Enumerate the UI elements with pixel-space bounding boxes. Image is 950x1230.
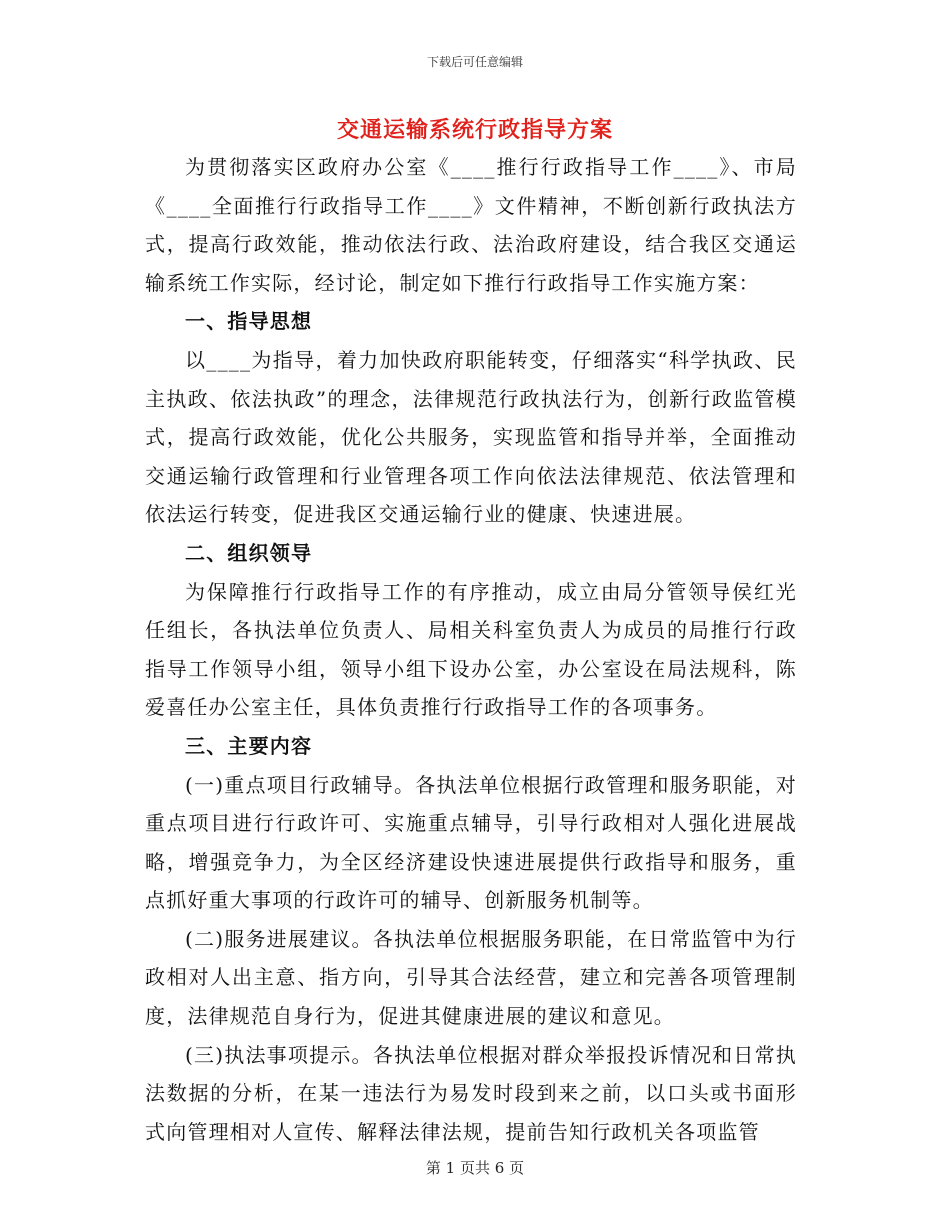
section-paragraph: (二)服务进展建议。各执法单位根据服务职能，在日常监管中为行政相对人出主意、指方向，引导其合法经营，建立和完善各项管理制度，法律规范自身行为，促进其健康进展的建议和意见。 bbox=[145, 926, 797, 1029]
section-heading-organization: 二、组织领导 bbox=[185, 540, 313, 565]
section-paragraph: 以____为指导，着力加快政府职能转变，仔细落实“科学执政、民主执政、依法执政”的理念，法律规范行政执法行为，创新行政监管模式，提高行政效能，优化公共服务，实现监管和指导并举，全面推动交通运输行政管理和行业管理各项工作向依法法律规范、依法管理和依法运行转变，促进我区交通运输行业的健康、快速进展。 bbox=[145, 347, 797, 527]
document-body bbox=[145, 148, 797, 1151]
intro-paragraph: 为贯彻落实区政府办公室《____推行行政指导工作____》、市局《____全面推行行政指导工作____》文件精神，不断创新行政执法方式，提高行政效能，推动依法行政、法治政府建设，结合我区交通运输系统工作实际，经讨论，制定如下推行行政指导工作实施方案： bbox=[145, 155, 797, 295]
document-title: 交通运输系统行政指导方案 bbox=[336, 117, 613, 143]
header-note: 下载后可任意编辑 bbox=[426, 55, 523, 69]
section-heading-main-content: 三、主要内容 bbox=[185, 733, 313, 758]
section-paragraph: (一)重点项目行政辅导。各执法单位根据行政管理和服务职能，对重点项目进行行政许可、实施重点辅导，引导行政相对人强化进展战略，增强竞争力，为全区经济建设快速进展提供行政指导和服务，重点抓好重大事项的行政许可的辅导、创新服务机制等。 bbox=[145, 772, 797, 913]
section-heading-guiding-ideology: 一、指导思想 bbox=[185, 309, 313, 334]
page-number-footer: 第 1 页共 6 页 bbox=[425, 1159, 525, 1177]
section-paragraph: (三)执法事项提示。各执法单位根据对群众举报投诉情况和日常执法数据的分析，在某一违法行为易发时段到来之前，以口头或书面形式向管理相对人宣传、解释法律法规，提前告知行政机关各项监管 bbox=[145, 1042, 797, 1144]
section-paragraph: 为保障推行行政指导工作的有序推动，成立由局分管领导侯红光任组长，各执法单位负责人、局相关科室负责人为成员的局推行行政指导工作领导小组，领导小组下设办公室，办公室设在局法规科，陈爱喜任办公室主任，具体负责推行行政指导工作的各项事务。 bbox=[145, 579, 797, 720]
